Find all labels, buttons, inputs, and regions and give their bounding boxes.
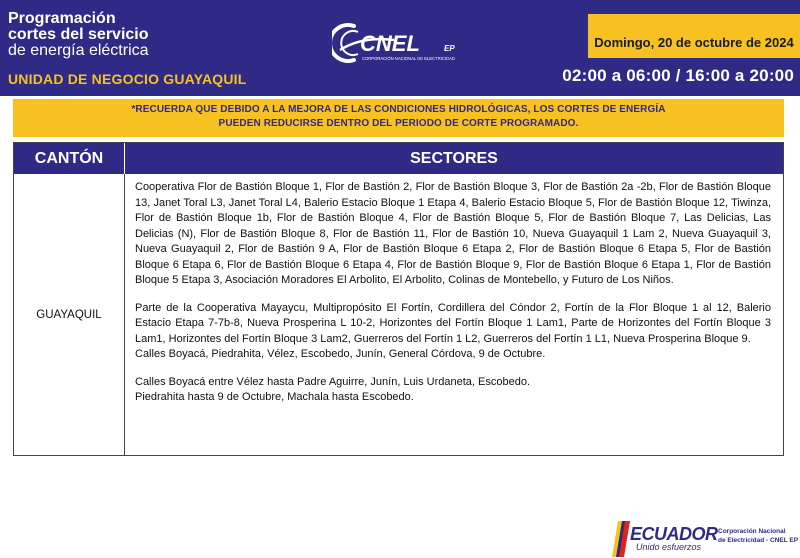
sector-paragraph: Calles Boyacá, Piedrahita, Vélez, Escobedo, Junín, General Córdova, 9 de Octubre.	[135, 348, 546, 360]
header-banner	[0, 0, 800, 96]
page-title	[8, 11, 149, 59]
notice-line-1: *RECUERDA QUE DEBIDO A LA MEJORA DE LAS CONDICIONES HIDROLÓGICAS, LOS CORTES DE ENERGÍA	[131, 104, 666, 115]
business-unit-label: UNIDAD DE NEGOCIO GUAYAQUIL	[8, 71, 247, 87]
schedule-hours: 02:00 a 06:00 / 16:00 a 20:00	[562, 66, 794, 85]
cnel-logo-suffix: EP	[444, 44, 455, 53]
cnel-logo-subtext: CORPORACIÓN NACIONAL DE ELECTRICIDAD	[362, 56, 455, 61]
cnel-logo	[332, 20, 472, 65]
title-line-2: cortes del servicio	[8, 26, 149, 43]
title-line-3: de energía eléctrica	[8, 42, 149, 59]
outage-table	[13, 142, 784, 456]
ecuador-flag-stripes-icon	[610, 521, 630, 557]
notice-line-2: PUEDEN REDUCIRSE DENTRO DEL PERIODO DE CORTE PROGRAMADO.	[218, 118, 579, 129]
column-divider	[124, 174, 125, 455]
canton-name: GUAYAQUIL	[36, 308, 102, 321]
footer-logo	[610, 519, 800, 558]
hydrological-notice	[13, 99, 784, 137]
sector-paragraph: Cooperativa Flor de Bastión Bloque 1, Flor de Bastión 2, Flor de Bastión Bloque 3, Flor de Bastión 2a -2b, Flor de Bastión Bloque 13, Janet Toral L3, Janet Toral L4, Balerio Estacio Bloque 1 Etapa 4, Balerio Estacio Bloque 5, Flor de Bastión Bloque 12, Tiwinza, Flor de Bastión Bloque 1b, Flor de Bastión Bloque 4, Flor de Bastión Bloque 5, Flor de Bastión Bloque 7, Las Delicias, Las Delicias (N), Flor de Bastión Bloque 8, Flor de Bastión 11, Flor de Bastión 10, Nueva Guayaquil 1 Lam 2, Nueva Guayaquil 3, Nueva Guayaquil 2, Flor de Bastión 9 A, Flor de Bastión Bloque 6 Etapa 2, Flor de Bastión Bloque 6 Etapa 5, Flor de Bastión Bloque 6 Etapa 6, Flor de Bastión Bloque 6 Etapa 4, Flor de Bastión Bloque 9, Flor de Bastión Bloque 6 Etapa 1, Flor de Bastión Bloque 5 Etapa 3, Asociación Moradores El Arbolito, El Arbolito, Colinas de Montebello, y Futuro de Los Niños.	[135, 181, 771, 286]
title-line-1: Programación	[8, 10, 116, 27]
sector-paragraph: Calles Boyacá entre Vélez hasta Padre Aguirre, Junín, Luis Urdaneta, Escobedo.	[135, 375, 531, 388]
cnel-logo-text: CNEL	[360, 31, 420, 56]
column-header-sectores: SECTORES	[410, 150, 498, 167]
column-header-canton: CANTÓN	[14, 143, 125, 174]
sectores-cell	[135, 180, 771, 406]
schedule-date: Domingo, 20 de octubre de 2024	[594, 35, 794, 50]
sector-paragraph: Parte de la Cooperativa Mayaycu, Multipropósito El Fortín, Cordillera del Cóndor 2, Fortín de la Flor Bloque 1 al 12, Balerio Estacio Etapa 7-7b-8, Nueva Prosperina L 10-2, Horizontes del Fortín Bloque 1 Lam1, Parte de Horizontes del Fortín Bloque 3 Lam1, Horizontes del Fortín Bloque 3 Lam2, Guerreros del Fortín 1 L2, Guerreros del Fortín 1 L1, Nueva Prosperina Bloque 9.	[135, 301, 771, 345]
ecuador-slogan: Unido esfuerzos	[636, 542, 702, 552]
canton-cell	[14, 174, 124, 455]
corporation-line-1: Corporación Nacional	[718, 528, 786, 535]
sector-paragraph: Piedrahita hasta 9 de Octubre, Machala hasta Escobedo.	[135, 391, 414, 403]
cnel-logo-icon	[332, 20, 472, 65]
date-box	[588, 14, 800, 58]
corporation-line-2: de Electricidad - CNEL EP	[718, 536, 799, 544]
ecuador-wordmark: ECUADOR	[630, 524, 718, 544]
table-header	[14, 143, 783, 174]
corporation-name	[718, 528, 798, 545]
